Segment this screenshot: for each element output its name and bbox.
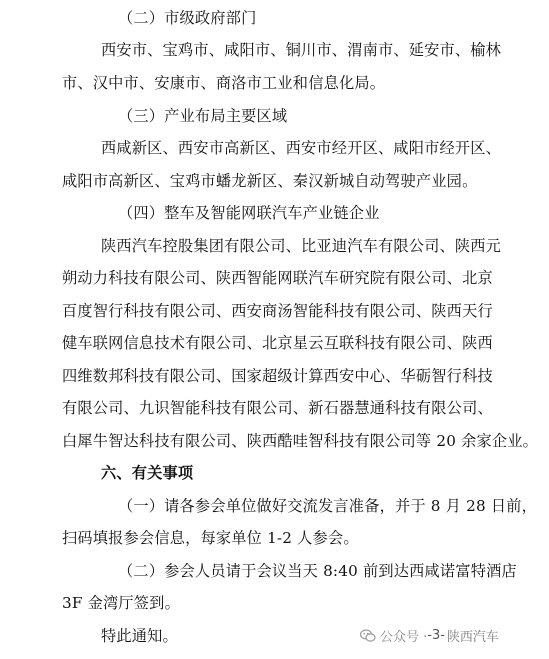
body-line: 陕西汽车控股集团有限公司、比亚迪汽车有限公司、陕西元 (101, 237, 502, 255)
body-line: 四维数邦科技有限公司、国家超级计算西安中心、华砺智行科技 (62, 367, 493, 385)
body-line: 健车联网信息技术有限公司、北京星云互联科技有限公司、陕西 (62, 334, 493, 352)
body-line: 白犀牛智达科技有限公司、陕西酷哇智科技有限公司等 20 余家企业。 (62, 432, 539, 450)
wechat-icon (360, 629, 376, 643)
source-label: 公众号 · (380, 630, 428, 645)
body-line: 西咸新区、西安市高新区、西安市经开区、咸阳市经开区、 (101, 139, 502, 157)
wechat-watermark (360, 626, 499, 645)
body-line: 朔动力科技有限公司、陕西智能网联汽车研究院有限公司、北京 (62, 269, 493, 287)
body-line: （二）参会人员请于会议当天 8:40 前到达西咸诺富特酒店 (118, 562, 517, 580)
page-number: -3- (427, 628, 445, 643)
body-line: 西安市、宝鸡市、咸阳市、铜川市、渭南市、延安市、榆林 (101, 41, 502, 59)
body-line: 有限公司、九识智能科技有限公司、新石器慧通科技有限公司、 (62, 399, 493, 417)
body-line: 百度智行科技有限公司、西安商汤智能科技有限公司、陕西天行 (62, 302, 493, 320)
account-name[interactable]: 陕西汽车 (446, 630, 499, 645)
section-heading-matters: 六、有关事项 (101, 464, 194, 482)
subheading-municipal-departments: （二）市级政府部门 (118, 9, 257, 27)
body-line: 3F 金湾厅签到。 (62, 594, 180, 612)
subheading-enterprises: （四）整车及智能网联汽车产业链企业 (118, 204, 380, 222)
body-line: （一）请各参会单位做好交流发言准备，并于 8 月 28 日前， (118, 497, 537, 515)
closing-line: 特此通知。 (101, 627, 178, 645)
body-line: 咸阳市高新区、宝鸡市蟠龙新区、秦汉新城自动驾驶产业园。 (62, 172, 478, 190)
body-line: 扫码填报参会信息，每家单位 1-2 人参会。 (62, 529, 359, 547)
subheading-industry-areas: （三）产业布局主要区域 (118, 107, 288, 125)
body-line: 市、汉中市、安康市、商洛市工业和信息化局。 (62, 74, 386, 92)
